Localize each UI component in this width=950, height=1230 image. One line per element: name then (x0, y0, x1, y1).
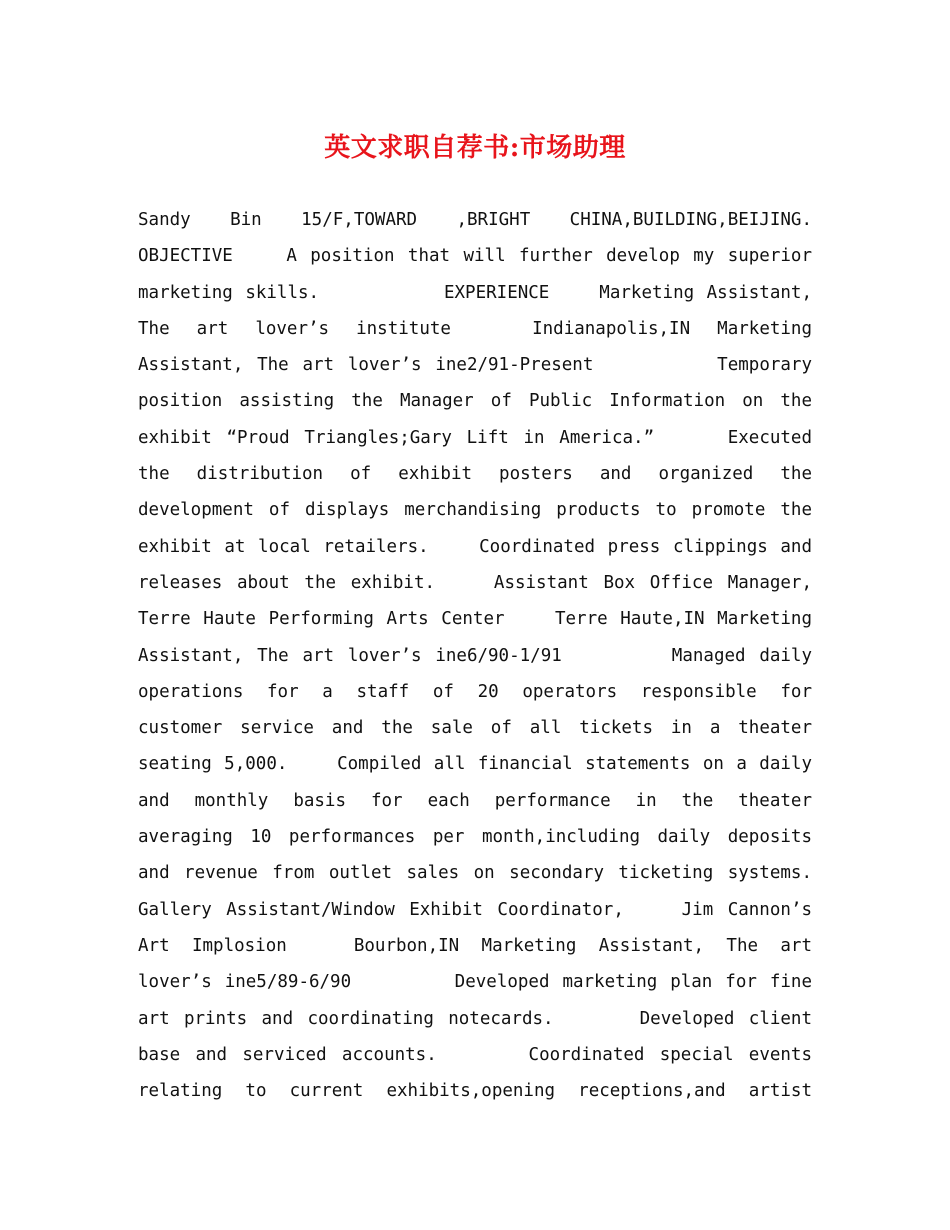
text-line: customer service and the sale of all tickets in a theater (138, 718, 812, 739)
text-line: OBJECTIVE A position that will further develop my superior (138, 246, 812, 267)
document-title: 英文求职自荐书:市场助理 (324, 133, 626, 163)
text-line: Assistant, The art lover’s ine2/91-Present Temporary (138, 355, 812, 376)
text-line: Terre Haute Performing Arts Center Terre Haute,IN Marketing (138, 609, 812, 630)
text-line: The art lover’s institute Indianapolis,IN Marketing (138, 318, 812, 339)
text-line: exhibit at local retailers. Coordinated press clippings and (138, 536, 812, 557)
text-line: base and serviced accounts. Coordinated special events (138, 1044, 812, 1065)
text-line: Sandy Bin 15/F,TOWARD ,BRIGHT CHINA,BUILDING,BEIJING. (138, 210, 812, 230)
text-line: releases about the exhibit. Assistant Box Office Manager, (138, 572, 812, 593)
text-line: position assisting the Manager of Public Information on the (138, 391, 812, 412)
text-line: Gallery Assistant/Window Exhibit Coordinator, Jim Cannon’s (138, 899, 812, 920)
text-line: relating to current exhibits,opening receptions,and artist (138, 1081, 812, 1102)
text-line: lover’s ine5/89-6/90 Developed marketing plan for fine (138, 972, 812, 993)
text-line: averaging 10 performances per month,including daily deposits (138, 827, 812, 848)
text-line: operations for a staff of 20 operators responsible for (138, 681, 812, 702)
resume-body (138, 202, 812, 1109)
text-line: seating 5,000. Compiled all financial statements on a daily (138, 754, 812, 775)
text-line: and monthly basis for each performance in the theater (138, 790, 812, 811)
text-line: Art Implosion Bourbon,IN Marketing Assistant, The art (138, 935, 812, 956)
text-line: Assistant, The art lover’s ine6/90-1/91 Managed daily (138, 645, 812, 666)
text-line: marketing skills. EXPERIENCE Marketing Assistant, (138, 282, 812, 303)
text-line: art prints and coordinating notecards. Developed client (138, 1008, 812, 1029)
text-line: development of displays merchandising products to promote the (138, 500, 812, 521)
text-line: the distribution of exhibit posters and organized the (138, 464, 812, 485)
text-line: and revenue from outlet sales on secondary ticketing systems. (138, 863, 812, 884)
text-line: exhibit “Proud Triangles;Gary Lift in America.” Executed (138, 427, 812, 448)
